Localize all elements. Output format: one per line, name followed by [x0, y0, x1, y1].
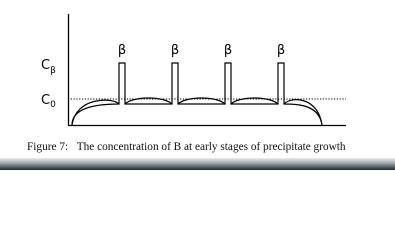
- depletion-zone-4: [231, 98, 278, 104]
- caption-text: The concentration of B at early stages of precipitate growth: [76, 141, 346, 153]
- precipitate-label-3: β: [223, 43, 233, 58]
- precipitate-label-1: β: [117, 43, 127, 58]
- precipitate-label-4: β: [276, 43, 286, 58]
- figure-caption: [27, 141, 387, 154]
- c-zero-label: $C_0$: [41, 93, 56, 110]
- depletion-zone-2: [125, 98, 172, 104]
- depletion-zone-3: [178, 98, 225, 104]
- concentration-profile: [72, 63, 322, 125]
- precipitate-label-2: β: [170, 43, 180, 58]
- figure-number: Figure 7:: [27, 141, 69, 153]
- c-beta-label: $C_\beta$: [41, 58, 56, 76]
